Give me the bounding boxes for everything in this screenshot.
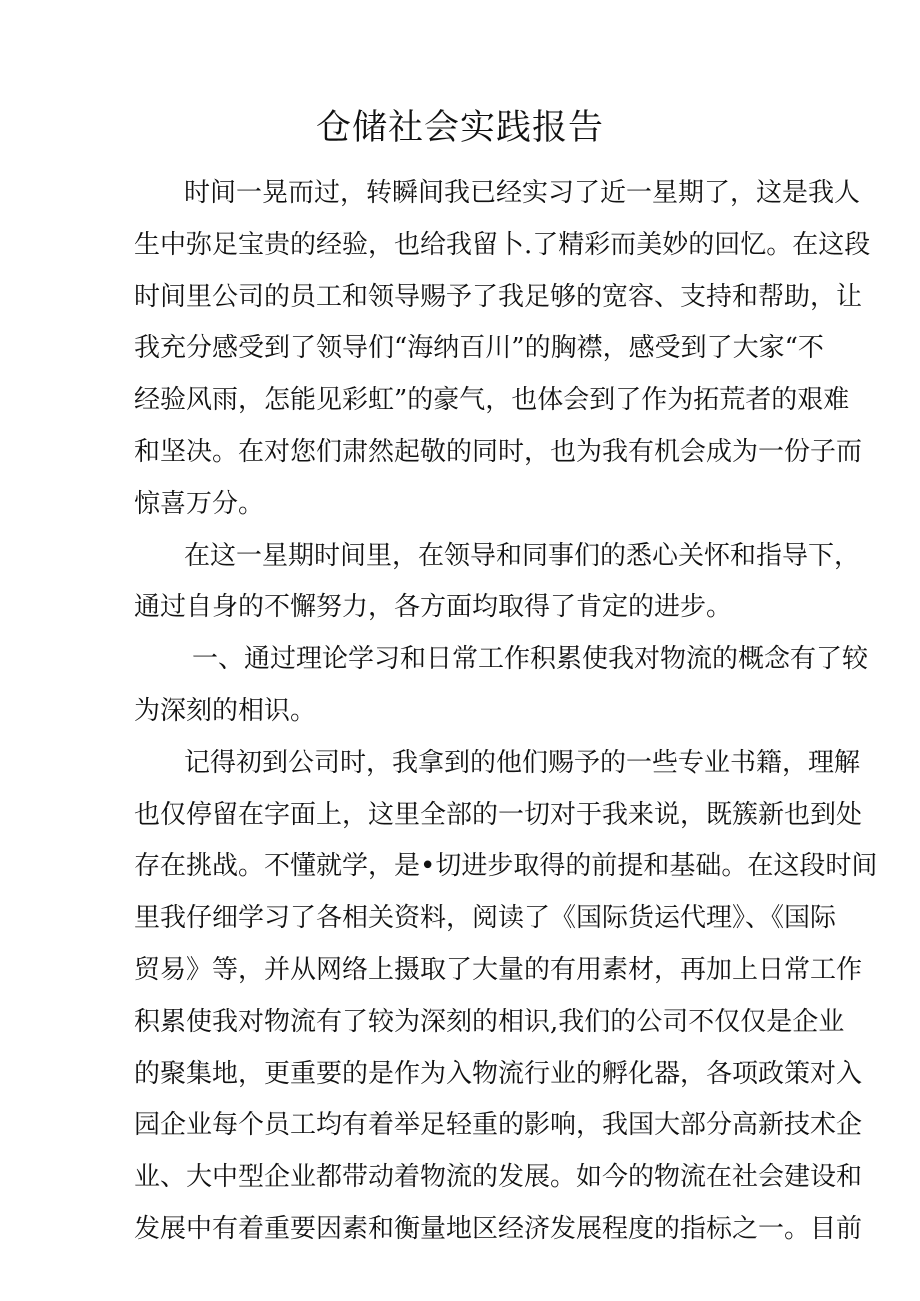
paragraph-4-line-8: 园企业每个员工均有着举足轻重的影响，我国大部分高新技术企 — [134, 1110, 863, 1141]
paragraph-1-line-3: 时间里公司的员工和领导赐予了我足够的宽容、支持和帮助，让 — [134, 281, 863, 312]
paragraph-1-line-5: 经验风雨，怎能见彩虹”的豪气，也体会到了作为拓荒者的艰难 — [134, 385, 850, 416]
paragraph-4-line-5: 贸易》等，并从网络上摄取了大量的有用素材，再加上日常工作 — [134, 954, 863, 985]
paragraph-4-line-7: 的聚集地，更重要的是作为入物流行业的孵化器，各项政策对入 — [134, 1058, 863, 1089]
paragraph-4-line-1: 记得初到公司时，我拿到的他们赐予的一些专业书籍，理解 — [184, 747, 861, 778]
paragraph-1-line-6: 和坚决。在对您们肃然起敬的同时，也为我有机会成为一份子而 — [134, 436, 863, 467]
paragraph-4-line-10: 发展中有着重要因素和衡量地区经济发展程度的指标之一。目前 — [134, 1213, 863, 1244]
paragraph-4-line-9: 业、大中型企业都带动着物流的发展。如今的物流在社会建设和 — [134, 1162, 863, 1193]
section-heading-1-line-2: 为深刻的相识。 — [134, 695, 317, 726]
document-title: 仓储社会实践报告 — [315, 108, 604, 148]
paragraph-1-line-1: 时间一晃而过，转瞬间我已经实习了近一星期了，这是我人 — [184, 178, 861, 208]
paragraph-1-line-4: 我充分感受到了领导们“海纳百川”的胸襟，感受到了大家“不 — [134, 333, 824, 364]
paragraph-2-line-2: 通过自身的不懈努力，各方面均取得了肯定的进步。 — [134, 592, 733, 623]
document-body — [134, 168, 878, 1256]
paragraph-4-line-3: 存在挑战。不懂就学，是•切进步取得的前提和基础。在这段时间 — [134, 851, 878, 882]
paragraph-4-line-2: 也仅停留在字面上，这里全部的一切对于我来说，既簇新也到处 — [134, 799, 863, 830]
paragraph-1-line-7: 惊喜万分。 — [134, 488, 265, 519]
section-heading-1-line-1: 一、通过理论学习和日常工作积累使我对物流的概念有了较 — [192, 644, 869, 675]
paragraph-4-line-6: 积累使我对物流有了较为深刻的相识,我们的公司不仅仅是企业 — [134, 1006, 845, 1037]
paragraph-2-line-1: 在这一星期时间里，在领导和同事们的悉心关怀和指导下， — [184, 540, 861, 571]
paragraph-4-line-4: 里我仔细学习了各相关资料，阅读了《国际货运代理》、《国际 — [134, 903, 837, 934]
paragraph-1-line-2: 生中弥足宝贵的经验，也给我留卜.了精彩而美妙的回忆。在这段 — [134, 229, 871, 260]
